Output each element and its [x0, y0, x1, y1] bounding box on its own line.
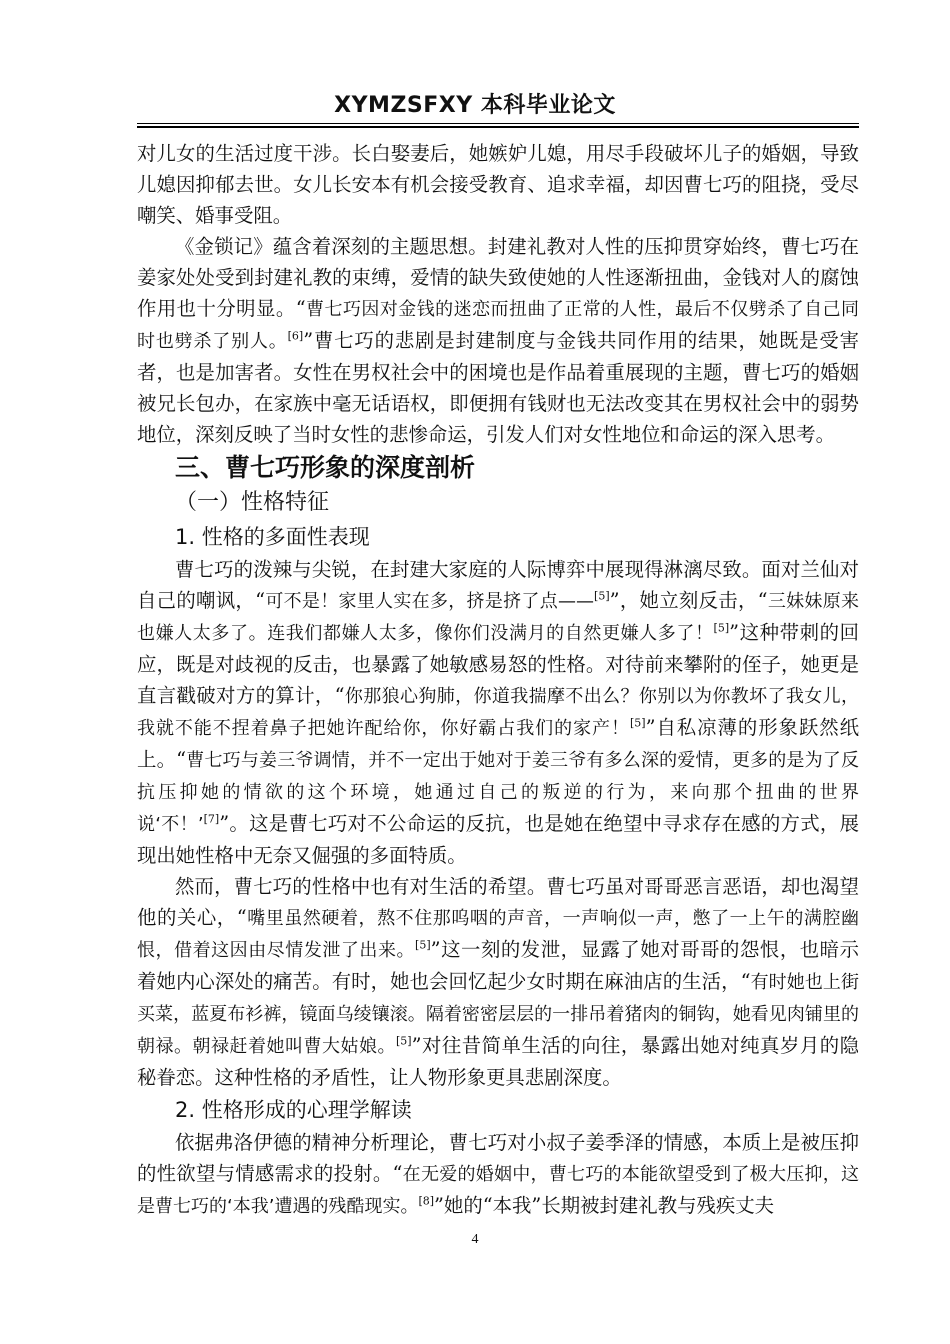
quotation: 你那狼心狗肺，你道我揣摩不出么？你别以为你教坏了我女儿，我就不能不捏着鼻子把她许配给你，你好霸占我们的家产！ — [137, 686, 860, 739]
header-rule-thick — [137, 126, 859, 128]
quotation: 可不是！家里人实在多，挤是挤了点—— — [265, 591, 595, 612]
citation: [8] — [418, 1194, 435, 1208]
page-number: 4 — [471, 1232, 479, 1247]
quotation: 有时她也上街买菜，蓝夏布衫裤，镜面乌绫镶滚。隔着密密层层的一排吊着猪肉的铜钩，她看见肉铺里的朝禄。朝禄赶着她叫曹大姑娘。 — [137, 972, 859, 1057]
paragraph-psychology: 依据弗洛伊德的精神分析理论，曹七巧对小叔子姜季泽的情感，本质上是被压抑的性欲望与情感需求的投射。“在无爱的婚姻中，曹七巧的本能欲望受到了极大压抑，这是曹七巧的‘本我’遭遇的残酷现实。[8]”她的“本我”长期被封建礼教与残疾丈夫 — [137, 1131, 859, 1217]
paragraph-continuation: 对儿女的生活过度干涉。长白娶妻后，她嫉妒儿媳，用尽手段破坏儿子的婚姻，导致儿媳因抑郁去世。女儿长安本有机会接受教育、追求幸福，却因曹七巧的阻挠，受尽嘲笑、婚事受阻。 — [137, 142, 859, 227]
header-rule — [137, 123, 859, 124]
quotation: 曹七巧因对金钱的迷恋而扭曲了正常的人性，最后不仅劈杀了自己同时也劈杀了别人。 — [137, 299, 859, 352]
subsection-heading: （一）性格特征 — [175, 490, 330, 515]
running-header: XYMZSFXY 本科毕业论文 — [334, 93, 616, 118]
quotation: 三妹妹原来也嫌人太多了。连我们都嫌人太多，像你们没满月的自然更嫌人多了！ — [137, 591, 860, 644]
quotation: 曹七巧与姜三爷调情，并不一定出于她对于姜三爷有多么深的爱情，更多的是为了反抗压抑她的情欲的这个环境，她通过自己的叛逆的行为，来向那个扭曲的世界说‘不！’ — [137, 750, 859, 835]
subsubsection-heading-1: 1. 性格的多面性表现 — [175, 525, 370, 549]
quotation: 嘴里虽然硬着，熬不住那呜咽的声音，一声响似一声，憋了一上午的满腔幽恨，借着这因由尽情发泄了出来。 — [137, 908, 859, 961]
citation: [5] — [415, 938, 431, 952]
citation: [7] — [203, 812, 220, 826]
paragraph-character-traits: 曹七巧的泼辣与尖锐，在封建大家庭的人际博弈中展现得淋漓尽致。面对兰仙对自己的嘲讽，“可不是！家里人实在多，挤是挤了点——[5]”，她立刻反击，“三妹妹原来也嫌人太多了。连我们都嫌人太多，像你们没满月的自然更嫌人多了！[5]”这种带刺的回应，既是对歧视的反击，也暴露了她敏感易怒的性格。对待前来攀附的侄子，她更是直言戳破对方的算计，“你那狼心狗肺，你道我揣摩不出么？你别以为你教坏了我女儿，我就不能不捏着鼻子把她许配给你，你好霸占我们的家产！[5]”自私凉薄的形象跃然纸上。“曹七巧与姜三爷调情，并不一定出于她对于姜三爷有多么深的爱情，更多的是为了反抗压抑她的情欲的这个环境，她通过自己的叛逆的行为，来向那个扭曲的世界说‘不！’[7]”。这是曹七巧对不公命运的反抗，也是她在绝望中寻求存在感的方式，展现出她性格中无奈又倔强的多面特质。 — [137, 558, 860, 867]
citation: [5] — [594, 589, 610, 603]
citation: [5] — [713, 621, 730, 635]
body-text — [137, 138, 859, 1222]
subsubsection-heading-2: 2. 性格形成的心理学解读 — [175, 1098, 412, 1122]
paragraph-hope: 然而，曹七巧的性格中也有对生活的希望。曹七巧虽对哥哥恶言恶语，却也渴望他的关心，“嘴里虽然硬着，熬不住那呜咽的声音，一声响似一声，憋了一上午的满腔幽恨，借着这因由尽情发泄了出来。[5]”这一刻的发泄，显露了她对哥哥的怨恨，也暗示着她内心深处的痛苦。有时，她也会回忆起少女时期在麻油店的生活，“有时她也上街买菜，蓝夏布衫裤，镜面乌绫镶滚。隔着密密层层的一排吊着猪肉的铜钩，她看见肉铺里的朝禄。朝禄赶着她叫曹大姑娘。[5]”对往昔简单生活的向往，暴露出她对纯真岁月的隐秘眷恋。这种性格的矛盾性，让人物形象更具悲剧深度。 — [137, 875, 860, 1089]
citation: [5] — [629, 716, 646, 730]
paragraph-theme: 《金锁记》蕴含着深刻的主题思想。封建礼教对人性的压抑贯穿始终，曹七巧在姜家处处受到封建礼教的束缚，爱情的缺失致使她的人性逐渐扭曲，金钱对人的腐蚀作用也十分明显。“曹七巧因对金钱的迷恋而扭曲了正常的人性，最后不仅劈杀了自己同时也劈杀了别人。[6]”曹七巧的悲剧是封建制度与金钱共同作用的结果，她既是受害者，也是加害者。女性在男权社会中的困境也是作品着重展现的主题，曹七巧的婚姻被兄长包办，在家族中毫无话语权，即便拥有钱财也无法改变其在男权社会中的弱势地位，深刻反映了当时女性的悲惨命运，引发人们对女性地位和命运的深入思考。 — [137, 235, 860, 446]
quotation: 在无爱的婚姻中，曹七巧的本能欲望受到了极大压抑，这是曹七巧的‘本我’遭遇的残酷现实。 — [137, 1164, 859, 1217]
citation: [5] — [395, 1034, 412, 1048]
citation: [6] — [287, 329, 304, 343]
section-heading: 三、曹七巧形象的深度剖析 — [175, 453, 476, 482]
